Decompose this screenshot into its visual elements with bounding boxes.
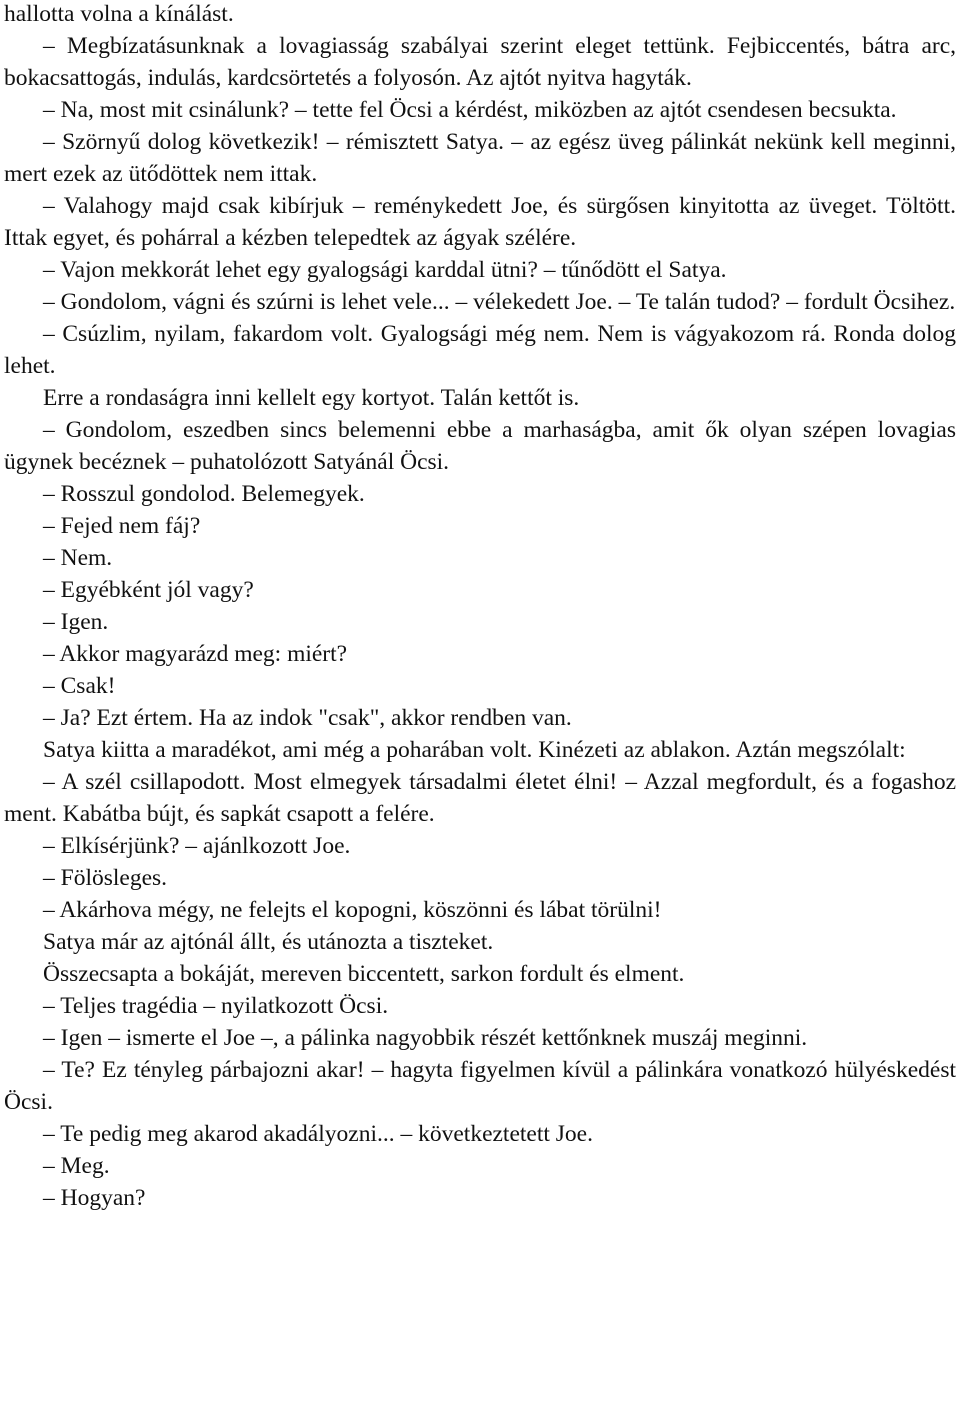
paragraph: – Igen – ismerte el Joe –, a pálinka nagyobbik részét kettőnknek muszáj meginni. <box>43 1025 808 1051</box>
paragraph: – Fölösleges. <box>43 865 168 891</box>
paragraph: – Fejed nem fáj? <box>43 513 201 539</box>
paragraph: – Csúzlim, nyilam, fakardom volt. Gyalogsági még nem. Nem is vágyakozom rá. Ronda dolog lehet. <box>4 321 956 379</box>
paragraph: Satya kiitta a maradékot, ami még a poharában volt. Kinézeti az ablakon. Aztán megszólalt: <box>43 737 906 763</box>
paragraph: Erre a rondaságra inni kellelt egy kortyot. Talán kettőt is. <box>43 385 580 411</box>
paragraph: – Egyébként jól vagy? <box>43 577 254 603</box>
paragraph: – Gondolom, vágni és szúrni is lehet vele... – vélekedett Joe. – Te talán tudod? – fordult Öcsihez. <box>43 289 956 315</box>
paragraph: – Meg. <box>43 1153 110 1179</box>
paragraph: – Akkor magyarázd meg: miért? <box>43 641 348 667</box>
paragraph: – Ja? Ezt értem. Ha az indok "csak", akkor rendben van. <box>43 705 572 731</box>
paragraph: – Csak! <box>43 673 116 699</box>
paragraph: – Hogyan? <box>43 1185 146 1211</box>
paragraph: – Rosszul gondolod. Belemegyek. <box>43 481 365 507</box>
paragraph: – Vajon mekkorát lehet egy gyalogsági karddal ütni? – tűnődött el Satya. <box>43 257 727 283</box>
paragraph: – Szörnyű dolog következik! – rémisztett Satya. – az egész üveg pálinkát nekünk kell meginni, mert ezek az ütődöttek nem ittak. <box>4 129 956 187</box>
paragraph: – Gondolom, eszedben sincs belemenni ebbe a marhaságba, amit ők olyan szépen lovagias ügynek becéznek – puhatolózott Satyánál Öcsi. <box>4 417 956 475</box>
paragraph: – Teljes tragédia – nyilatkozott Öcsi. <box>43 993 389 1019</box>
paragraph: – Megbízatásunknak a lovagiasság szabályai szerint eleget tettünk. Fejbiccentés, bátra arc, bokacsattogás, indulás, kardcsörtetés a folyosón. Az ajtót nyitva hagyták. <box>4 33 956 91</box>
paragraph: hallotta volna a kínálást. <box>4 1 234 27</box>
paragraph: – Te pedig meg akarod akadályozni... – következtetett Joe. <box>43 1121 593 1147</box>
paragraph: – Te? Ez tényleg párbajozni akar! – hagyta figyelmen kívül a pálinkára vonatkozó hülyéskedést Öcsi. <box>4 1057 956 1115</box>
paragraph: Satya már az ajtónál állt, és utánozta a tiszteket. <box>43 929 494 955</box>
paragraph: – Nem. <box>43 545 113 571</box>
paragraph: – Igen. <box>43 609 109 635</box>
paragraph: – Na, most mit csinálunk? – tette fel Öcsi a kérdést, miközben az ajtót csendesen becsukta. <box>43 97 897 123</box>
paragraph: – Akárhova mégy, ne felejts el kopogni, köszönni és lábat törülni! <box>43 897 662 923</box>
paragraph: – Elkísérjünk? – ajánlkozott Joe. <box>43 833 351 859</box>
paragraph: – Valahogy majd csak kibírjuk – reménykedett Joe, és sürgősen kinyitotta az üveget. Töltött. Ittak egyet, és pohárral a kézben telepedtek az ágyak szélére. <box>4 193 956 251</box>
paragraph: Összecsapta a bokáját, mereven biccentett, sarkon fordult és elment. <box>43 961 685 987</box>
paragraph: – A szél csillapodott. Most elmegyek társadalmi életet élni! – Azzal megfordult, és a fogashoz ment. Kabátba bújt, és sapkát csapott a felére. <box>4 769 956 827</box>
